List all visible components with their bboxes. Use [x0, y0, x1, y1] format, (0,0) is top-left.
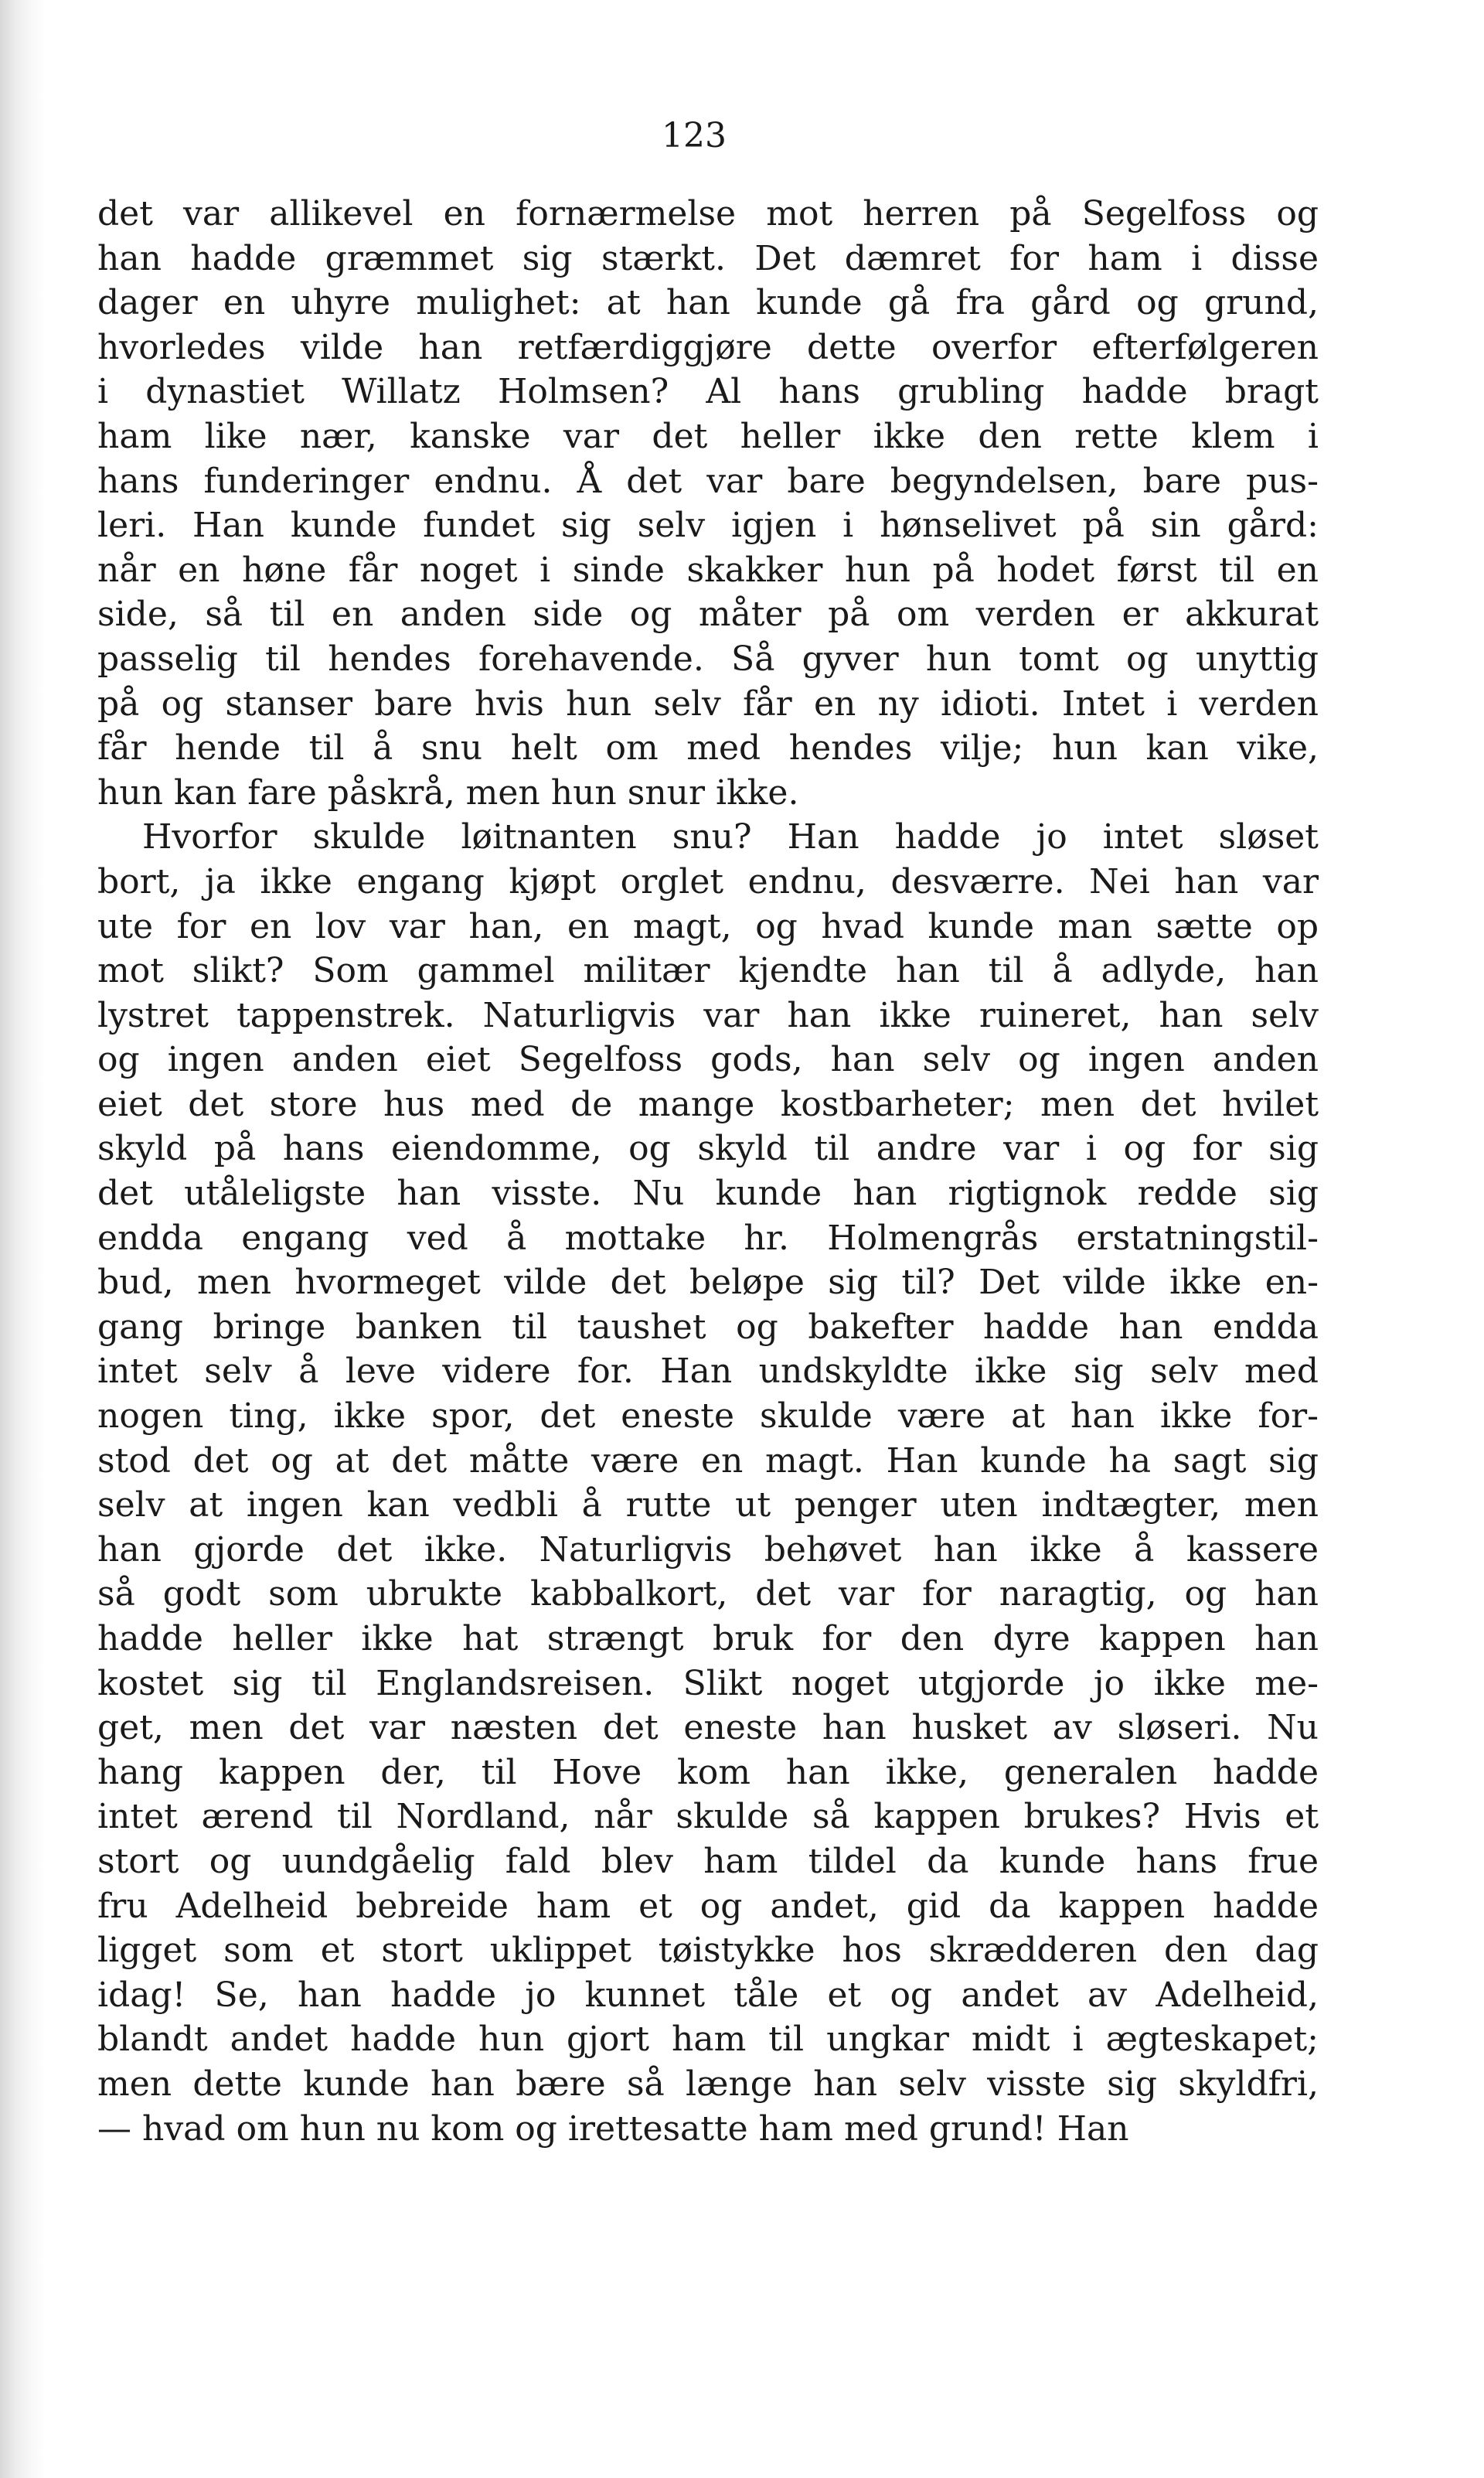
text-line: side, så til en anden side og måter på om verden er akkurat [97, 595, 1319, 635]
text-line: get, men det var næsten det eneste han husket av sløseri. Nu [97, 1708, 1319, 1748]
text-line: han hadde græmmet sig stærkt. Det dæmret for ham i disse [97, 238, 1319, 278]
text-line: passelig til hendes forehavende. Så gyver hun tomt og unyttig [97, 639, 1319, 679]
text-line: på og stanser bare hvis hun selv får en ny idioti. Intet i verden [97, 683, 1319, 724]
text-line: dager en uhyre mulighet: at han kunde gå fra gård og grund, [97, 283, 1319, 323]
text-line: mot slikt? Som gammel militær kjendte han til å adlyde, han [97, 951, 1319, 991]
text-line: intet selv å leve videre for. Han undskyldte ikke sig selv med [97, 1351, 1319, 1392]
text-line: ute for en lov var han, en magt, og hvad kunde man sætte op [97, 906, 1319, 946]
text-line: hang kappen der, til Hove kom han ikke, generalen hadde [97, 1752, 1319, 1792]
text-line: Hvorfor skulde løitnanten snu? Han hadde jo intet sløset [142, 817, 1319, 857]
text-line: selv at ingen kan vedbli å rutte ut penger uten indtægter, men [97, 1485, 1319, 1525]
text-line: hvorledes vilde han retfærdiggjøre dette overfor efterfølgeren [97, 327, 1319, 367]
text-line: men dette kunde han bære så længe han selv visste sig skyldfri, [97, 2064, 1319, 2104]
text-line: eiet det store hus med de mange kostbarheter; men det hvilet [97, 1084, 1319, 1124]
text-line: bud, men hvormeget vilde det beløpe sig til? Det vilde ikke en- [97, 1263, 1319, 1303]
text-line: leri. Han kunde fundet sig selv igjen i hønselivet på sin gård: [97, 506, 1319, 546]
text-line: det utåleligste han visste. Nu kunde han rigtignok redde sig [97, 1174, 1319, 1214]
text-line: stod det og at det måtte være en magt. Han kunde ha sagt sig [97, 1440, 1319, 1481]
text-line: lystret tappenstrek. Naturligvis var han ikke ruineret, han selv [97, 995, 1319, 1035]
text-line: i dynastiet Willatz Holmsen? Al hans grubling hadde bragt [97, 372, 1319, 412]
text-line: det var allikevel en fornærmelse mot herren på Segelfoss og [97, 194, 1319, 233]
text-line: ham like nær, kanske var det heller ikke den rette klem i [97, 416, 1319, 456]
text-line: blandt andet hadde hun gjort ham til ungkar midt i ægteskapet; [97, 2020, 1319, 2060]
text-line: ligget som et stort uklippet tøistykke hos skrædderen den dag [97, 1931, 1319, 1971]
text-line: idag! Se, han hadde jo kunnet tåle et og andet av Adelheid, [97, 1975, 1319, 2015]
text-line: intet ærend til Nordland, når skulde så kappen brukes? Hvis et [97, 1797, 1319, 1837]
text-line: så godt som ubrukte kabbalkort, det var for naragtig, og han [97, 1574, 1319, 1614]
text-line: gang bringe banken til taushet og bakefter hadde han endda [97, 1307, 1319, 1347]
text-line: får hende til å snu helt om med hendes vilje; hun kan vike, [97, 728, 1319, 769]
text-line: han gjorde det ikke. Naturligvis behøvet han ikke å kassere [97, 1529, 1319, 1570]
text-line: hans funderinger endnu. Å det var bare begyndelsen, bare pus- [97, 461, 1319, 501]
text-line: endda engang ved å mottake hr. Holmengrås erstatningstil- [97, 1218, 1319, 1258]
text-line: hadde heller ikke hat strængt bruk for den dyre kappen han [97, 1619, 1319, 1658]
text-line: når en høne får noget i sinde skakker hun på hodet først til en [97, 550, 1319, 590]
text-line: skyld på hans eiendomme, og skyld til andre var i og for sig [97, 1129, 1319, 1169]
text-line: — hvad om hun nu kom og irettesatte ham med grund! Han [97, 2108, 1129, 2149]
page-edge-shadow [0, 0, 45, 2478]
text-line: bort, ja ikke engang kjøpt orglet endnu, desværre. Nei han var [97, 861, 1319, 902]
text-line: nogen ting, ikke spor, det eneste skulde være at han ikke for- [97, 1396, 1319, 1437]
text-line: kostet sig til Englandsreisen. Slikt noget utgjorde jo ikke me- [97, 1663, 1319, 1703]
page-number: 123 [662, 116, 727, 155]
body-text [97, 192, 1319, 2151]
text-line: hun kan fare påskrå, men hun snur ikke. [97, 772, 799, 813]
text-line: stort og uundgåelig fald blev ham tildel da kunde hans frue [97, 1841, 1319, 1881]
text-line: og ingen anden eiet Segelfoss gods, han selv og ingen anden [97, 1040, 1319, 1080]
text-line: fru Adelheid bebreide ham et og andet, gid da kappen hadde [97, 1886, 1319, 1926]
